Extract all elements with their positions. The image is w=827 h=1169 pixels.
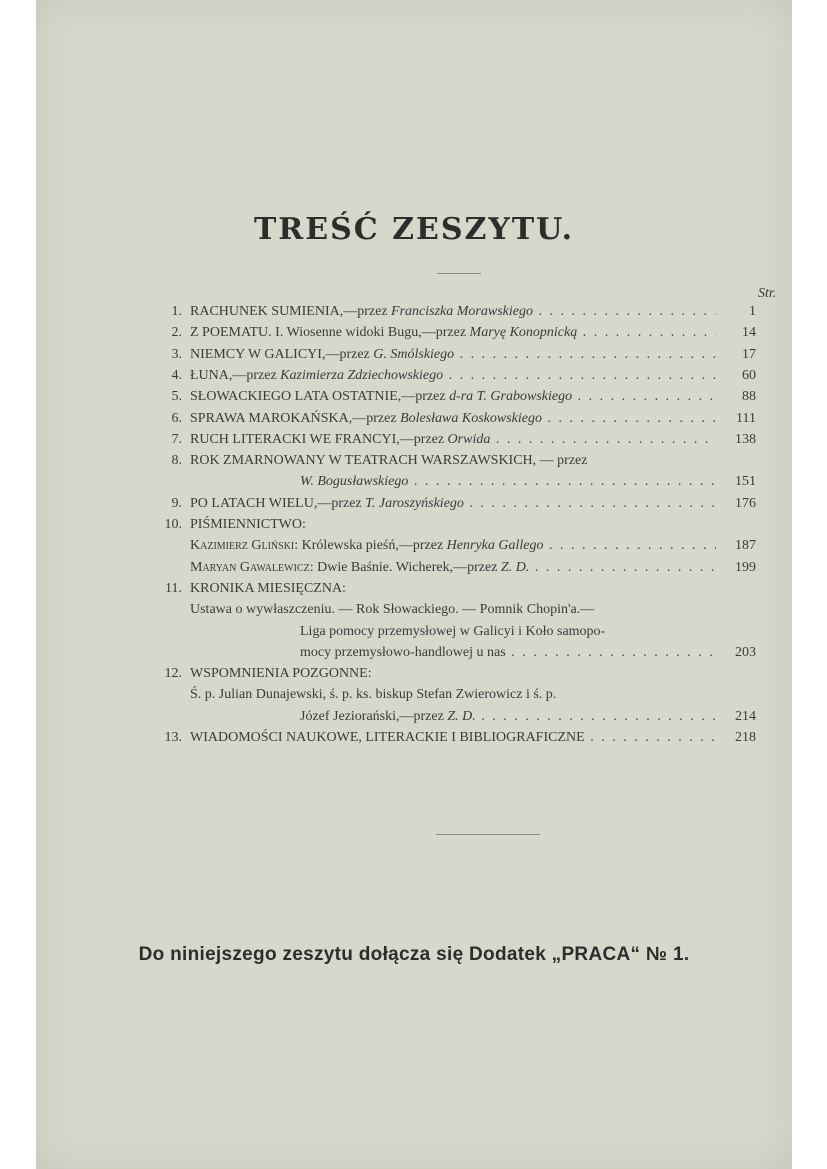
toc-entry-author: Orwida [447, 431, 491, 447]
toc-entry [36, 451, 792, 471]
toc-entry-author: Bolesława Koskowskiego [400, 410, 542, 426]
toc-entry [36, 515, 792, 535]
toc-entry-author: Franciszka Morawskiego [391, 304, 533, 319]
toc-entry-text [190, 600, 752, 620]
toc-entry-author-smallcaps: Maryan Gawalewicz [190, 559, 310, 575]
toc-entry-title: WIADOMOŚCI NAUKOWE, LITERACKIE I BIBLIOGRAFICZNE [190, 730, 585, 745]
toc-entry-text [190, 451, 752, 471]
toc-entry-number: 7. [171, 431, 182, 447]
toc-entry [36, 622, 792, 642]
toc-entry-text [190, 664, 752, 684]
toc-entry [36, 643, 792, 663]
toc-entry-page: 214 [716, 707, 756, 727]
toc-entry-author-smallcaps: Kazimierz Gliński [190, 538, 295, 554]
toc-entry-text [190, 302, 752, 322]
toc-entry [36, 366, 792, 386]
toc-entry-text [190, 728, 752, 748]
toc-entry-number: 9. [171, 495, 182, 511]
toc-entry-number: 3. [171, 346, 182, 362]
toc-entry-author: d-ra T. Grabowskiego [449, 389, 573, 405]
page-column-label: Str. [758, 286, 777, 301]
toc-entry-text [190, 685, 752, 705]
toc-entry-page: 60 [716, 366, 756, 386]
toc-entry-author: Henryka Gallego [446, 538, 544, 554]
toc-entry-author: Kazimierza Zdziechowskiego [280, 367, 444, 383]
toc-entry-title: Ustawa o wywłaszczeniu. — Rok Słowackiego. — Pomnik Chopin'a.— [190, 602, 595, 618]
toc-entry-number: 10. [164, 517, 182, 532]
toc-entry-title: WSPOMNIENIA POZGONNE: [190, 666, 372, 682]
toc-entry-title: ŁUNA,—przez [190, 367, 281, 383]
supplement-note: Do niniejszego zeszytu dołącza się Dodatek „PRACA“ № 1. [138, 944, 690, 965]
toc-entry-page: 151 [716, 472, 756, 492]
toc-entry-author: T. Jaroszyńskiego [365, 495, 464, 511]
toc-entry [36, 345, 792, 365]
toc-entry [36, 472, 792, 492]
toc-entry-author: Maryę Konopnicką [469, 325, 578, 341]
toc-entry [36, 430, 792, 450]
toc-entry-text [190, 515, 752, 535]
toc-entry-title: SŁOWACKIEGO LATA OSTATNIE,—przez [190, 389, 450, 405]
toc-entry [36, 494, 792, 514]
toc-entry-title: NIEMCY W GALICYI,—przez [190, 346, 374, 362]
divider-top [437, 273, 481, 274]
toc-entry [36, 579, 792, 599]
toc-entry-number: 6. [171, 410, 182, 426]
toc-entry-title: Józef Jeziorański,—przez [300, 708, 448, 724]
toc-entry-title: SPRAWA MAROKAŃSKA,—przez [190, 410, 401, 426]
toc-entry-title: Z POEMATU. I. Wiosenne widoki Bugu,—przez [190, 325, 470, 341]
toc-entry-page: 187 [716, 536, 756, 556]
toc-entry-author: G. Smólskiego [373, 346, 455, 362]
toc-entry-number: 13. [164, 730, 182, 745]
toc-entry [36, 302, 792, 322]
toc-entry [36, 685, 792, 705]
toc-entry-title: KRONIKA MIESIĘCZNA: [190, 580, 346, 596]
toc-entry-page: 111 [716, 409, 756, 429]
toc-entry-number: 11. [165, 580, 182, 596]
toc-entry-title: Ś. p. Julian Dunajewski, ś. p. ks. biskup Stefan Zwierowicz i ś. p. [190, 687, 557, 703]
toc-entry-text [190, 366, 752, 386]
toc-entry-page: 203 [716, 643, 756, 663]
toc-entry-text [190, 536, 752, 556]
toc-entry [36, 600, 792, 620]
toc-entry [36, 409, 792, 429]
toc-entry-page: 218 [716, 728, 756, 748]
toc-entry-number: 12. [164, 666, 182, 682]
toc-entry-text [190, 430, 752, 450]
toc-entry-text [190, 558, 752, 578]
toc-entry-title: Liga pomocy przemysłowej w Galicyi i Koło samopo- [300, 623, 606, 639]
toc-entry-title: : Dwie Baśnie. Wicherek,—przez [309, 559, 501, 575]
toc-entry-title: PIŚMIENNICTWO: [190, 517, 306, 532]
toc-entry [36, 728, 792, 748]
toc-entry-title: RUCH LITERACKI WE FRANCYI,—przez [190, 431, 448, 447]
toc-entry-title: : Królewska pieśń,—przez [294, 538, 447, 554]
toc-entry-text [300, 643, 752, 663]
toc-entry-page: 199 [716, 558, 756, 578]
toc-entry-number: 8. [171, 453, 182, 469]
toc-entry [36, 387, 792, 407]
toc-entry-number: 1. [171, 304, 182, 319]
toc-entry-text [300, 622, 752, 642]
toc-entry-number: 5. [171, 389, 182, 405]
toc-entry-number: 4. [171, 367, 182, 383]
page-sheet [36, 0, 792, 1169]
toc-entry-author: Z. D. [447, 708, 476, 724]
toc-entry-text [190, 494, 752, 514]
toc-entry-text [190, 345, 752, 365]
toc-entry-page: 138 [716, 430, 756, 450]
toc-entry-number: 2. [171, 325, 182, 341]
toc-entry [36, 536, 792, 556]
toc-entry-page: 176 [716, 494, 756, 514]
divider-bottom [436, 834, 540, 835]
page-title: TREŚĆ ZESZYTU. [253, 212, 575, 247]
toc-entry-text [190, 323, 752, 343]
toc-entry [36, 707, 792, 727]
toc-entry-text [300, 707, 752, 727]
toc-entry [36, 558, 792, 578]
toc-entry-title: mocy przemysłowo-handlowej u nas [300, 644, 506, 660]
toc-entry-author: W. Bogusławskiego [300, 474, 409, 490]
toc-entry-page: 88 [716, 387, 756, 407]
toc-entry-title: RACHUNEK SUMIENIA,—przez [190, 304, 392, 319]
toc-entry-text [190, 579, 752, 599]
toc-entry-page: 17 [716, 345, 756, 365]
toc-entry-author: Z. D. [500, 559, 530, 575]
toc-entry [36, 664, 792, 684]
toc-entry [36, 323, 792, 343]
toc-entry-text [190, 387, 752, 407]
toc-entry-title: ROK ZMARNOWANY W TEATRACH WARSZAWSKICH, — przez [190, 453, 588, 469]
toc-entry-title: PO LATACH WIELU,—przez [190, 495, 366, 511]
toc-entry-text [190, 409, 752, 429]
toc-entry-text [300, 472, 752, 492]
toc-entry-page: 14 [716, 323, 756, 343]
toc-entry-page: 1 [716, 302, 756, 322]
